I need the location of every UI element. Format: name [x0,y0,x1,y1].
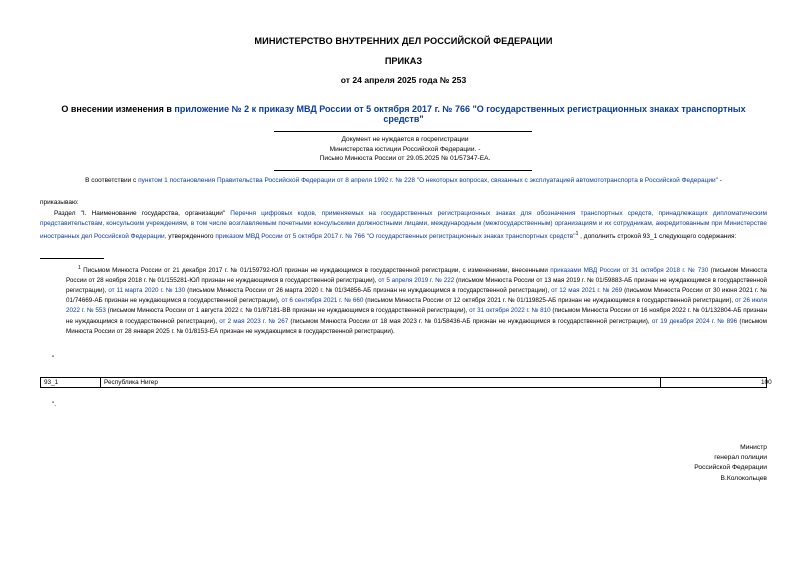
preamble-text: В соответствии с [85,177,139,184]
amendment-link-730[interactable]: приказами МВД России от 31 октября 2018 г. № 730 [550,267,709,275]
footnote-text: (письмом Минюста России от 13 мая 2019 г. № 01/59883-АБ признан не нуждающимся в государственной регистрации), [66,277,768,295]
preamble-dash: - [717,177,722,184]
divider-bottom [274,170,532,171]
note-line-3: Письмо Минюста России от 29.05.2025 № 01/57347-ЕА. [319,155,491,163]
registration-note [270,135,540,164]
section-text-2: утвержденного [166,233,216,241]
note-line-2: Министерства юстиции Российской Федерации. - [329,145,481,153]
order-766-link[interactable]: приказом МВД России от 5 октября 2017 г. № 766 "О государственных регистрационных знаках транспортных средств" [215,233,576,241]
note-line-1: Документ не нуждается в госрегистрации [341,136,469,143]
amendment-link-660[interactable]: от 6 сентября 2021 г. № 660 [281,297,364,305]
quote-open: " [52,355,55,362]
footnote-mark: 1 [78,265,81,271]
title-prefix: О внесении изменения в [61,104,175,114]
section-text-1: Раздел "I. Наименование государства, организации" [54,210,231,217]
table-cell-code: 93_1 [41,378,101,387]
signature-name: В.Колокольцев [720,474,767,482]
footnote-text: (письмом Минюста России от 16 ноября 2022 г. № 01/132804-АБ признан не нуждающимся в государственной регистрации), [66,307,767,325]
codes-table [40,377,772,388]
amendment-link-267[interactable]: от 2 мая 2023 г. № 267 [219,317,289,325]
signature-line-3: Российской Федерации [694,464,767,472]
ministry-heading: МИНИСТЕРСТВО ВНУТРЕННИХ ДЕЛ РОССИЙСКОЙ ФЕДЕРАЦИИ [254,36,553,46]
footnote-text: (письмом Минюста России от 1 августа 2022 г. № 01/87181-ВВ признан не нуждающимся в государственной регистрации), [105,307,470,315]
table-cell-value: 100 [761,379,772,386]
document-type: ПРИКАЗ [384,56,423,66]
amendment-link-810[interactable]: от 31 октября 2022 г. № 810 [469,307,551,315]
table-cell-name: Республика Нигер [101,378,661,387]
order-date-number: от 24 апреля 2025 года № 253 [340,75,467,85]
preamble [40,176,767,186]
footnote-text: (письмом Минюста России от 18 мая 2023 г. № 01/58436-АБ признан не нуждающимся в государственной регистрации), [288,317,652,325]
footnote-ref[interactable]: 1 [575,231,579,238]
order-title [40,104,767,124]
divider-top [274,131,532,132]
amendment-link-130[interactable]: от 11 марта 2020 г. № 130 [108,287,186,295]
footnote-text: Письмом Минюста России от 21 декабря 2017 г. № 01/159792-ЮЛ признан не нуждающимся в государственной регистрации, с изменениями, внесенными [80,267,551,275]
footnote-text: (письмом Минюста России от 12 октября 2021 г. № 01/119825-АБ признан не нуждающимся в государственной регистрации), [363,297,735,305]
footnote-text: (письмом Минюста России от 26 марта 2020 г. № 01/34856-АБ признан не нуждающимся в государственной регистрации), [185,287,552,295]
amendment-link-553[interactable]: от 26 июля 2022 г. № 553 [66,297,768,315]
signature-line-2: генерал полиции [714,454,767,462]
amendment-link-222[interactable]: от 5 апреля 2019 г. № 222 [378,277,455,285]
quote-close: ". [52,401,57,408]
amendment-link-269[interactable]: от 12 мая 2021 г. № 269 [551,287,623,295]
footnote [66,263,767,337]
list-link[interactable]: Перечня цифровых кодов, применяемых на государственных регистрационных знаках для обозначения транспортных средств, принадлежащих дипломатическим представительствам, консульским учреждениям, в том числе возглавляемым почетными консульскими должностными лицами, международным (межгосударственным) организациям и их сотрудникам, аккредитованным при Министерстве иностранных дел Российской Федерации, [40,210,767,241]
section-paragraph [40,209,767,243]
footnote-text: (письмом Минюста России от 28 января 2025 г. № 01/8153-ЕА признан не нуждающимся в государственной регистрации). [66,317,767,335]
signature-line-1: Министр [740,444,767,451]
section-text-3: , дополнить строкой 93_1 следующего содержания: [578,233,737,241]
title-link[interactable]: приложение № 2 к приказу МВД России от 5 октября 2017 г. № 766 "О государственных регистрационных знаках транспортных средств" [174,104,746,124]
order-word: приказываю: [40,199,79,206]
amendment-link-896[interactable]: от 19 декабря 2024 г. № 896 [651,317,738,325]
footnote-text: (письмом Минюста России от 30 июня 2021 г. № 01/74669-АБ признан не нуждающимся в государственной регистрации), [66,287,767,305]
footnote-separator [40,258,104,259]
preamble-link[interactable]: пунктом 1 постановления Правительства Российской Федерации от 8 апреля 1992 г. № 228 "О некоторых вопросах, связанных с эксплуатацией автомототранспорта в Российской Федерации" [138,177,718,184]
signature-block [620,443,767,484]
footnote-text: (письмом Минюста России от 28 ноября 2018 г. № 01/155281-ЮЛ признан не нуждающимся в государственной регистрации), [66,267,767,285]
